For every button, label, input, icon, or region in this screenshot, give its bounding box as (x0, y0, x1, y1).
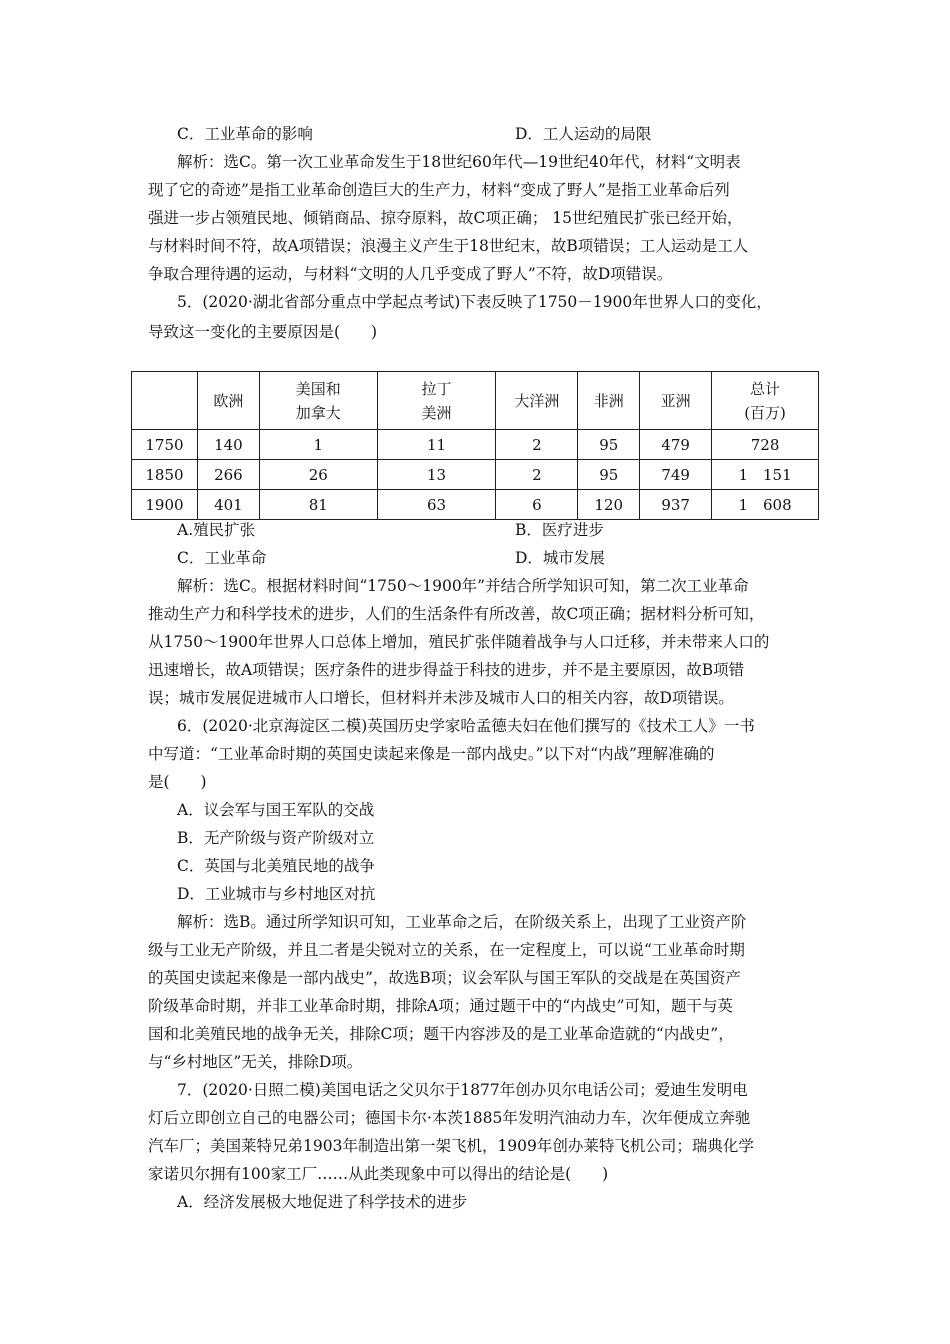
table-header-cell: 欧洲 (197, 372, 259, 430)
table-cell: 11 (377, 430, 496, 460)
q4-analysis-line: 争取合理待遇的运动，与材料“文明的人几乎变成了野人”不符，故D项错误。 (148, 265, 673, 283)
table-cell: 63 (377, 490, 496, 520)
table-cell: 1900 (132, 490, 198, 520)
table-cell: 2 (496, 430, 578, 460)
table-cell: 1 151 (712, 460, 819, 490)
q6-analysis-line: 的英国史读起来像是一部内战史”，故选B项；议会军队与国王军队的交战是在英国资产 (148, 969, 741, 987)
q7-stem-line: 家诺贝尔拥有100家工厂……从此类现象中可以得出的结论是( ) (148, 1165, 609, 1183)
q7-stem-line: 7．(2020·日照二模)美国电话之父贝尔于1877年创办贝尔电话公司；爱迪生发明电 (177, 1081, 748, 1099)
table-cell: 95 (578, 460, 640, 490)
table-cell: 479 (640, 430, 712, 460)
table-cell: 95 (578, 430, 640, 460)
table-cell: 1 608 (712, 490, 819, 520)
table-cell: 13 (377, 460, 496, 490)
q5-analysis-line: 误；城市发展促进城市人口增长，但材料并未涉及城市人口的相关内容，故D项错误。 (148, 689, 734, 707)
q6-stem-line: 中写道：“工业革命时期的英国史读起来像是一部内战史。”以下对“内战”理解准确的 (148, 745, 715, 763)
table-cell: 1850 (132, 460, 198, 490)
q6-analysis-line: 级与工业无产阶级，并且二者是尖锐对立的关系，在一定程度上，可以说“工业革命时期 (148, 941, 745, 959)
q6-option-b: B．无产阶级与资产阶级对立 (177, 829, 375, 847)
q4-analysis-line: 与材料时间不符，故A项错误；浪漫主义产生于18世纪末，故B项错误；工人运动是工人 (148, 237, 749, 255)
q7-stem-line: 灯后立即创立自己的电器公司；德国卡尔·本茨1885年发明汽油动力车，次年便成立奔驰 (148, 1109, 751, 1127)
q6-analysis-line: 国和北美殖民地的战争无关，排除C项；题干内容涉及的是工业革命造就的“内战史”， (148, 1025, 734, 1043)
table-header-cell: 拉丁 美洲 (377, 372, 496, 430)
q6-analysis-line: 与“乡村地区”无关，排除D项。 (148, 1053, 363, 1071)
table-cell: 401 (197, 490, 259, 520)
q6-option-c: C．英国与北美殖民地的战争 (177, 857, 375, 875)
table-header-cell (132, 372, 198, 430)
q5-option-d: D．城市发展 (515, 549, 605, 567)
table-cell: 266 (197, 460, 259, 490)
table-cell: 2 (496, 460, 578, 490)
q4-analysis-line: 解析：选C。第一次工业革命发生于18世纪60年代—19世纪40年代，材料“文明表 (177, 153, 741, 171)
q4-analysis-line: 现了它的奇迹”是指工业革命创造巨大的生产力，材料“变成了野人”是指工业革命后列 (148, 181, 730, 199)
table-header-cell: 大洋洲 (496, 372, 578, 430)
table-header-cell: 总计 (百万) (712, 372, 819, 430)
q5-analysis-line: 推动生产力和科学技术的进步，人们的生活条件有所改善，故C项正确；据材料分析可知， (148, 605, 765, 623)
q5-stem-line: 导致这一变化的主要原因是( ) (148, 323, 378, 341)
q6-option-a: A．议会军与国王军队的交战 (177, 801, 375, 819)
table-cell: 1750 (132, 430, 198, 460)
table-cell: 6 (496, 490, 578, 520)
q4-analysis-line: 强进一步占领殖民地、倾销商品、掠夺原料，故C项正确； 15世纪殖民扩张已经开始， (148, 209, 743, 227)
table-cell: 120 (578, 490, 640, 520)
q7-option-a: A．经济发展极大地促进了科学技术的进步 (177, 1193, 468, 1211)
q4-option-c: C．工业革命的影响 (177, 125, 313, 143)
table-header-row (132, 372, 819, 430)
q4-option-d: D．工人运动的局限 (515, 125, 652, 143)
table-cell: 937 (640, 490, 712, 520)
table-cell: 26 (259, 460, 377, 490)
table-header-cell: 亚洲 (640, 372, 712, 430)
q5-option-b: B．医疗进步 (515, 521, 604, 539)
table-cell: 728 (712, 430, 819, 460)
q5-analysis-line: 解析：选C。根据材料时间“1750～1900年”并结合所学知识可知，第二次工业革命 (177, 577, 749, 595)
table-row (132, 430, 819, 460)
table-row (132, 490, 819, 520)
q6-stem-line: 是( ) (148, 773, 207, 791)
table-cell: 1 (259, 430, 377, 460)
table-cell: 749 (640, 460, 712, 490)
q6-stem-line: 6．(2020·北京海淀区二模)英国历史学家哈孟德夫妇在他们撰写的《技术工人》一书 (177, 717, 755, 735)
q6-analysis-line: 阶级革命时期，并非工业革命时期，排除A项；通过题干中的“内战史”可知，题干与英 (148, 997, 734, 1015)
q6-analysis-line: 解析：选B。通过所学知识可知，工业革命之后，在阶级关系上，出现了工业资产阶 (177, 913, 747, 931)
q5-stem-line: 5．(2020·湖北省部分重点中学起点考试)下表反映了1750－1900年世界人口的变化， (177, 293, 772, 311)
q5-option-a: A.殖民扩张 (177, 521, 256, 539)
q5-analysis-line: 迅速增长，故A项错误；医疗条件的进步得益于科技的进步，并不是主要原因，故B项错 (148, 661, 745, 679)
table-row (132, 460, 819, 490)
table-header-cell: 非洲 (578, 372, 640, 430)
q5-option-c: C．工业革命 (177, 549, 267, 567)
table-cell: 81 (259, 490, 377, 520)
table-header-cell: 美国和 加拿大 (259, 372, 377, 430)
population-table (131, 371, 819, 520)
q6-option-d: D．工业城市与乡村地区对抗 (177, 885, 376, 903)
table-cell: 140 (197, 430, 259, 460)
q5-analysis-line: 从1750～1900年世界人口总体上增加，殖民扩张伴随着战争与人口迁移，并未带来人口的 (148, 633, 770, 651)
q7-stem-line: 汽车厂；美国莱特兄弟1903年制造出第一架飞机，1909年创办莱特飞机公司；瑞典化学 (148, 1137, 754, 1155)
